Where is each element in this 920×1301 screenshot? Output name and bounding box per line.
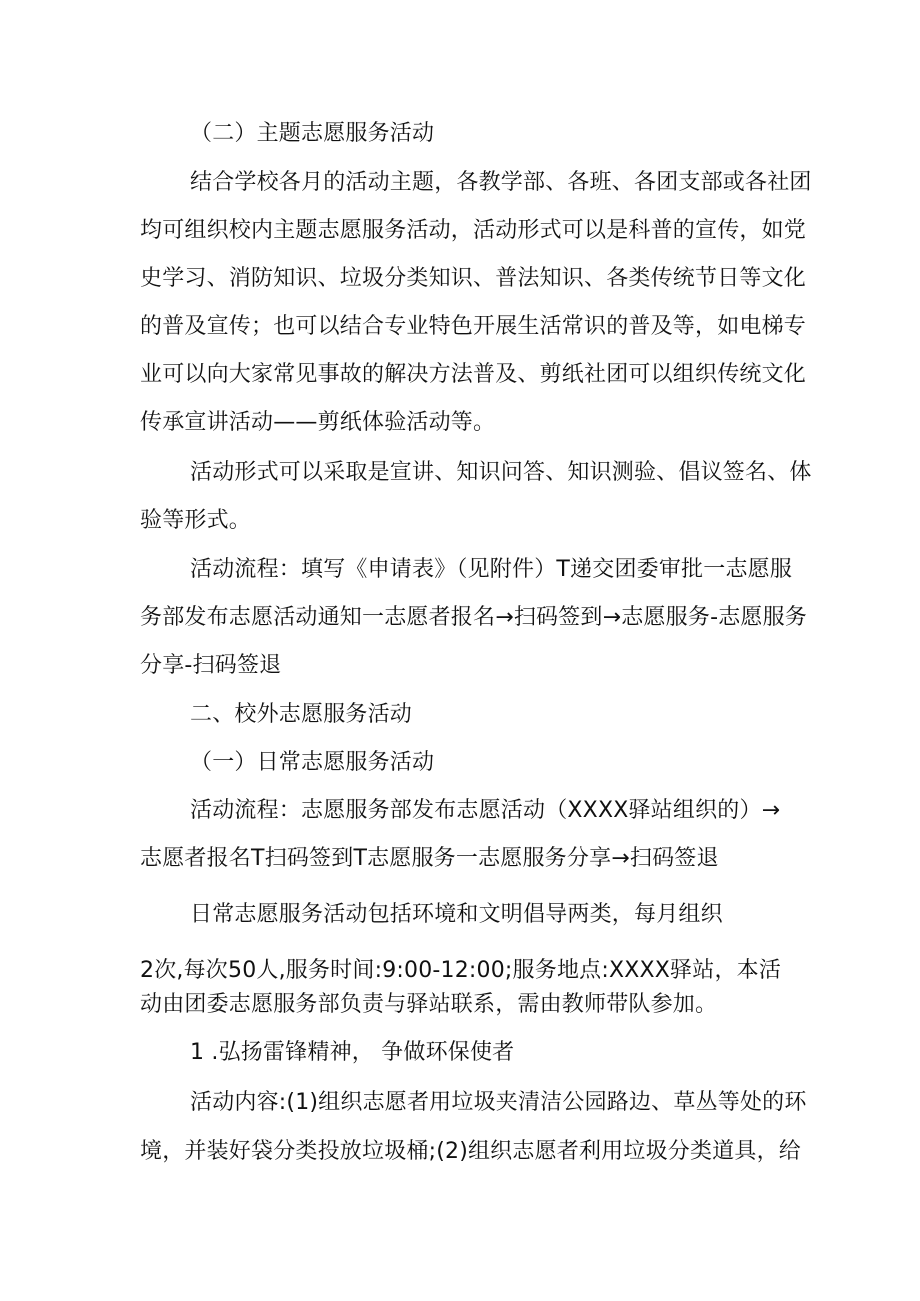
paragraph-line: 验等形式。 xyxy=(140,508,252,533)
paragraph-line: 的普及宣传；也可以结合专业特色开展生活常识的普及等，如电梯专 xyxy=(140,314,807,339)
paragraph-line: 境，并装好袋分类投放垃圾桶;(2)组织志愿者利用垃圾分类道具，给 xyxy=(140,1139,801,1164)
paragraph-line: 活动流程：志愿服务部发布志愿活动（XXXX驿站组织的）→ xyxy=(190,798,781,823)
paragraph-line: 活动内容:(1)组织志愿者用垃圾夹清洁公园路边、草丛等处的环 xyxy=(190,1090,807,1115)
paragraph-line: 结合学校各月的活动主题，各教学部、各班、各团支部或各社团 xyxy=(190,170,812,195)
paragraph-line: 务部发布志愿活动通知一志愿者报名→扫码签到→志愿服务-志愿服务 xyxy=(140,605,808,630)
paragraph-line: 传承宣讲活动——剪纸体验活动等。 xyxy=(140,410,496,435)
list-item-heading: 1 .弘扬雷锋精神， 争做环保使者 xyxy=(190,1040,515,1065)
paragraph-line: 志愿者报名T扫码签到T志愿服务一志愿服务分享→扫码签退 xyxy=(140,846,719,871)
paragraph-line: 史学习、消防知识、垃圾分类知识、普法知识、各类传统节日等文化 xyxy=(140,266,807,291)
paragraph-line: 活动流程：填写《申请表》（见附件）T递交团委审批一志愿服 xyxy=(190,557,793,582)
paragraph-line: 2次,每次50人,服务时间:9:00-12:00;服务地点:XXXX驿站，本活 xyxy=(140,958,782,983)
section-heading-daily-activities: （一）日常志愿服务活动 xyxy=(190,750,435,775)
section-heading-outside-activities: 二、校外志愿服务活动 xyxy=(190,702,413,727)
paragraph-line: 活动形式可以采取是宣讲、知识问答、知识测验、倡议签名、体 xyxy=(190,460,812,485)
paragraph-line: 均可组织校内主题志愿服务活动，活动形式可以是科普的宣传，如党 xyxy=(140,218,807,243)
section-heading-theme-activities: （二）主题志愿服务活动 xyxy=(190,121,435,146)
paragraph-line: 分享-扫码签退 xyxy=(140,653,282,678)
paragraph-line: 动由团委志愿服务部负责与驿站联系，需由教师带队参加。 xyxy=(140,992,718,1017)
paragraph-line: 业可以向大家常见事故的解决方法普及、剪纸社团可以组织传统文化 xyxy=(140,362,807,387)
paragraph-line: 日常志愿服务活动包括环境和文明倡导两类，每月组织 xyxy=(190,902,723,927)
